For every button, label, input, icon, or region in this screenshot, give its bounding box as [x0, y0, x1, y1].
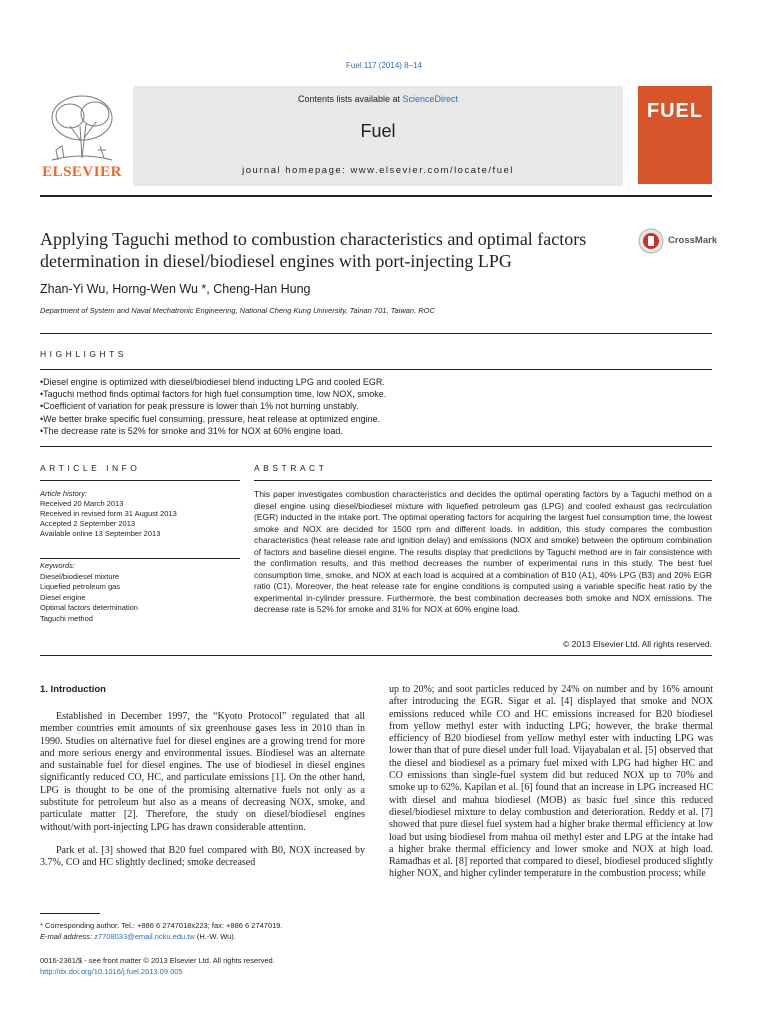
highlight-item: • We better brake specific fuel consuming, pressure, heat release at optimized engine. [40, 413, 700, 425]
highlights-heading: HIGHLIGHTS [40, 349, 127, 359]
email-line [40, 931, 365, 942]
history-entry: Received 20 March 2013 [40, 499, 124, 508]
keywords-label: Keywords: [40, 561, 76, 570]
corresponding-author: * Corresponding author. Tel.: +886 6 2747018x223; fax: +886 6 2747019. [40, 921, 283, 930]
affiliation: Department of System and Naval Mechatronic Engineering, National Cheng Kung University, Tainan 701, Taiwan, ROC [40, 306, 435, 315]
article-info-divider [40, 480, 240, 481]
crossmark-label[interactable]: CrossMark [668, 235, 718, 246]
keyword: Liquefied petroleum gas [40, 582, 121, 591]
abstract-bottom-divider [40, 655, 712, 656]
journal-reference[interactable]: Fuel 117 (2014) 8–14 [346, 61, 422, 70]
keyword: Diesel engine [40, 592, 86, 602]
homepage-prefix: journal homepage: [242, 165, 351, 176]
front-matter [40, 955, 365, 977]
highlights-list [40, 376, 700, 437]
contents-prefix: Contents lists available at [297, 94, 403, 104]
article-info-heading: ARTICLE INFO [40, 463, 141, 473]
article-history [40, 489, 240, 539]
cover-title: FUEL [646, 100, 704, 122]
history-entry: Available online 13 September 2013 [40, 529, 161, 538]
front-matter-text: 0016-2361/$ - see front matter © 2013 Elsevier Ltd. All rights reserved. [40, 956, 275, 965]
article-title: Applying Taguchi method to combustion characteristics and optimal factors determination in diesel/biodiesel engines with port-injecting LPG [40, 229, 587, 271]
abstract-divider [254, 480, 712, 481]
highlight-item: • Coefficient of variation for peak pressure is lower than 1% not burning unstably. [40, 400, 700, 412]
footnote-divider [40, 913, 100, 914]
abstract-copyright: © 2013 Elsevier Ltd. All rights reserved. [563, 639, 712, 649]
keyword: Optimal factors determination [40, 603, 138, 612]
author-list: Zhan-Yi Wu, Horng-Wen Wu *, Cheng-Han Hung [40, 282, 311, 296]
keywords [40, 561, 240, 624]
abstract-body: This paper investigates combustion characteristics and decides the optimal operating factors by a Taguchi method on a diesel engine using diesel/biodiesel mixture with liquefied petroleum gas (LPG) and cooled exhaust gas recirculation (EGR) inducted in the intake port. The optimal operating factors for acquiring the largest fuel consumption time, the lowest smoke and NOX are decided for 1500 rpm and different loads. In addition, this study compares the combustion characteristics (heat release rate and ignition delay) and emissions (NOX and smoke) between the optimum combination of factors and baseline diesel engine. The results display that predictions by Taguchi method are in fair consistence with the confirmation results, and this method decreases the number of experimental runs in this study. The best fuel consumption time, smoke, and NOX at each load is acquired at a combination of B10 (A1), 40% LPG (B3) and 20% EGR ratio (C1). Moreover, the heat release rate for engine conditions is computed using a variable specific heat ratio by the experimental in-cylinder pressure. Furthermore, the best combination decreases both smoke and NOX emissions. The decrease rate is 52% for smoke and 31% for NOX at 60% engine load. [254, 489, 712, 614]
intro-paragraph-1: Established in December 1997, the “Kyoto Protocol” regulated that all member countries emit amounts of six greenhouse gases less in 2010 than in 1990. Studies on alternative fuel for diesel engines are a growing trend for more and more serious energy and environmental issues. Biodiesel was an alternate and sustainable fuel for diesel engines. The use of biodiesel in diesel engines significantly reduced CO, HC, and particulate emissions [1]. On the other hand, LPG is thought to be one of the promising alternative fuels not only as a substitute for petroleum but also as a means of decreasing NOX, smoke, and particulate matter [2]. Therefore, the study on diesel/biodiesel engines without/with port-injecting LPG has drawn considerable attention. [40, 711, 365, 833]
contents-line [133, 94, 623, 104]
keyword: Diesel/biodiesel mixture [40, 571, 120, 581]
history-label: Article history: [40, 489, 88, 498]
highlight-item: • Diesel engine is optimized with diesel/biodiesel blend inducting LPG and cooled EGR. [40, 376, 700, 388]
keyword: Taguchi method [40, 613, 93, 623]
highlights-divider [40, 369, 712, 370]
email-suffix: (H.-W. Wu). [194, 932, 236, 941]
intro-paragraph-2: Park et al. [3] showed that B20 fuel compared with B0, NOX increased by 3.7%, CO and HC slightly declined; smoke decreased [40, 845, 365, 869]
email-link[interactable]: z7708033@email.ncku.edu.tw [94, 932, 195, 941]
highlight-item: • The decrease rate is 52% for smoke and 31% for NOX at 60% engine load. [40, 425, 700, 437]
homepage-url[interactable]: www.elsevier.com/locate/fuel [350, 165, 514, 176]
corresponding-footnote [40, 920, 365, 942]
highlights-bottom-divider [40, 446, 712, 447]
highlight-item: • Taguchi method finds optimal factors for high fuel consumption time, low NOX, smoke. [40, 388, 700, 400]
sciencedirect-link[interactable]: ScienceDirect [402, 94, 459, 104]
introduction-heading: 1. Introduction [40, 684, 106, 695]
journal-homepage [133, 165, 623, 176]
keywords-divider [40, 558, 240, 559]
intro-column-2: up to 20%; and soot particles reduced by 24% on number and by 16% amount after introducing the EGR. Sigar et al. [4] displayed that smoke and NOX emissions reduced while CO and HC emissions increased for B20 biodiesel from yellow methyl ester with inducting LPG; however, the brake thermal efficiency of B20 biodiesel from yellow methyl ester with inducting LPG was lower than that of pure diesel under full load. Vijayabalan et al. [5] observed that the diesel and biodiesel as a primary fuel mixed with LPG had higher HC and CO emissions than single-fuel system did but reduced NOX up to 70% and smoke up to 62%. Kapilan et al. [6] found that an increase in LPG increased HC with diesel and mahua biodiesel (MOB) as basic fuel since this reduced diesel/biodiesel mixture to delay combustion and deterioration. Reddy et al. [7] showed that pure diesel fuel system had a higher brake thermal efficiency at low load but using biodiesel from mahua oil methyl ester and LPG at the intake had a higher brake thermal efficiency and lower smoke and NOX at high load. Ramadhas et al. [8] reported that compared to diesel, biodiesel produced slightly higher NOX, and higher cylinder temperature in the combustion process; while [389, 684, 713, 880]
history-entry: Received in revised form 31 August 2013 [40, 509, 177, 518]
elsevier-logo-text: ELSEVIER [42, 164, 122, 180]
abstract-heading: ABSTRACT [254, 463, 328, 473]
journal-title: Fuel [360, 121, 396, 141]
header-divider [40, 195, 712, 197]
email-label: E-mail address: [40, 932, 95, 941]
title-divider [40, 333, 712, 334]
doi-link[interactable]: http://dx.doi.org/10.1016/j.fuel.2013.09.005 [40, 967, 183, 976]
history-entry: Accepted 2 September 2013 [40, 519, 136, 528]
